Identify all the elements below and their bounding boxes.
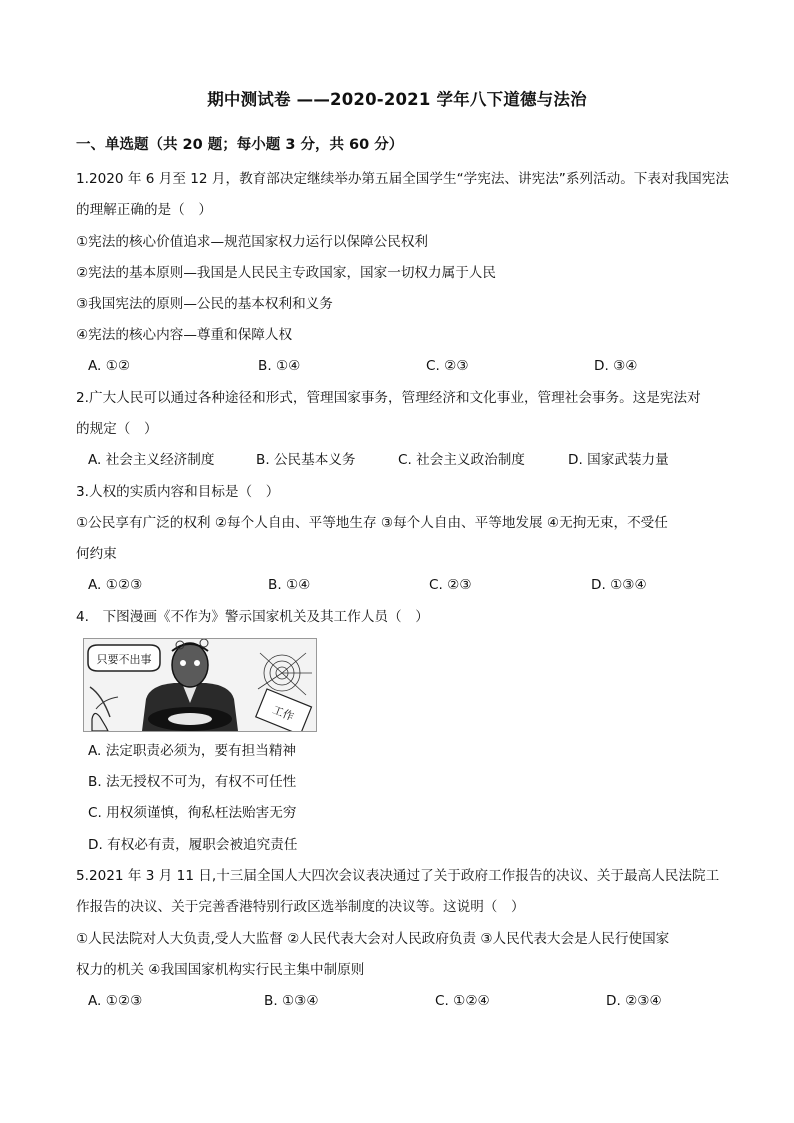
cartoon-illustration xyxy=(84,639,316,731)
cartoon-inaction xyxy=(83,638,317,732)
q1-stem-line-2: 的理解正确的是（ ） xyxy=(76,202,212,218)
q2-option-c[interactable]: C. 社会主义政治制度 xyxy=(398,452,525,468)
q2-option-a[interactable]: A. 社会主义经济制度 xyxy=(88,452,215,468)
q3-option-d[interactable]: D. ①③④ xyxy=(591,577,647,593)
q1-statement-3: ③我国宪法的原则—公民的基本权利和义务 xyxy=(76,296,333,312)
q1-option-d[interactable]: D. ③④ xyxy=(594,358,638,374)
q2-stem-line-1: 2.广大人民可以通过各种途径和形式，管理国家事务，管理经济和文化事业，管理社会事务。这是宪法对 xyxy=(76,390,701,406)
q3-option-c[interactable]: C. ②③ xyxy=(429,577,472,593)
q5-statements-line-1: ①人民法院对人大负责,受人大监督 ②人民代表大会对人民政府负责 ③人民代表大会是人民行使国家 xyxy=(76,931,670,947)
q5-option-c[interactable]: C. ①②④ xyxy=(435,993,490,1009)
q3-stem: 3.人权的实质内容和目标是（ ） xyxy=(76,484,280,500)
q3-statements-line-1: ①公民享有广泛的权利 ②每个人自由、平等地生存 ③每个人自由、平等地发展 ④无拘无束，不受任 xyxy=(76,515,668,531)
q5-option-b[interactable]: B. ①③④ xyxy=(264,993,319,1009)
q1-option-a[interactable]: A. ①② xyxy=(88,358,131,374)
cartoon-sign-text: 只要不出事 xyxy=(96,653,152,666)
q1-option-b[interactable]: B. ①④ xyxy=(258,358,301,374)
q5-stem-line-1: 5.2021 年 3 月 11 日,十三届全国人大四次会议表决通过了关于政府工作报告的决议、关于最高人民法院工 xyxy=(76,868,720,884)
q2-stem-line-2: 的规定（ ） xyxy=(76,421,158,437)
q3-statements-line-2: 何约束 xyxy=(76,546,117,562)
q1-option-c[interactable]: C. ②③ xyxy=(426,358,469,374)
q4-option-c[interactable]: C. 用权须谨慎，徇私枉法贻害无穷 xyxy=(88,805,297,821)
q2-option-b[interactable]: B. 公民基本义务 xyxy=(256,452,356,468)
q2-option-d[interactable]: D. 国家武装力量 xyxy=(568,452,669,468)
q3-option-b[interactable]: B. ①④ xyxy=(268,577,311,593)
q3-option-a[interactable]: A. ①②③ xyxy=(88,577,143,593)
q4-option-b[interactable]: B. 法无授权不可为，有权不可任性 xyxy=(88,774,297,790)
q4-option-d[interactable]: D. 有权必有责，履职会被追究责任 xyxy=(88,837,298,853)
q5-statements-line-2: 权力的机关 ④我国国家机构实行民主集中制原则 xyxy=(76,962,365,978)
q5-option-d[interactable]: D. ②③④ xyxy=(606,993,662,1009)
q4-option-a[interactable]: A. 法定职责必须为，要有担当精神 xyxy=(88,743,297,759)
q1-stem-line-1: 1.2020 年 6 月至 12 月，教育部决定继续举办第五届全国学生“学宪法、讲宪法”系列活动。下表对我国宪法 xyxy=(76,171,729,187)
cartoon-paper-text: 工作 xyxy=(270,703,296,724)
q5-stem-line-2: 作报告的决议、关于完善香港特别行政区选举制度的决议等。这说明（ ） xyxy=(76,899,525,915)
q1-statement-1: ①宪法的核心价值追求—规范国家权力运行以保障公民权利 xyxy=(76,234,429,250)
q1-statement-4: ④宪法的核心内容—尊重和保障人权 xyxy=(76,327,293,343)
q1-statement-2: ②宪法的基本原则—我国是人民民主专政国家，国家一切权力属于人民 xyxy=(76,265,496,281)
page-title: 期中测试卷 ——2020-2021 学年八下道德与法治 xyxy=(207,90,587,109)
q4-stem: 4. 下图漫画《不作为》警示国家机关及其工作人员（ ） xyxy=(76,609,429,625)
section-heading: 一、单选题（共 20 题；每小题 3 分，共 60 分） xyxy=(76,137,404,153)
q5-option-a[interactable]: A. ①②③ xyxy=(88,993,143,1009)
